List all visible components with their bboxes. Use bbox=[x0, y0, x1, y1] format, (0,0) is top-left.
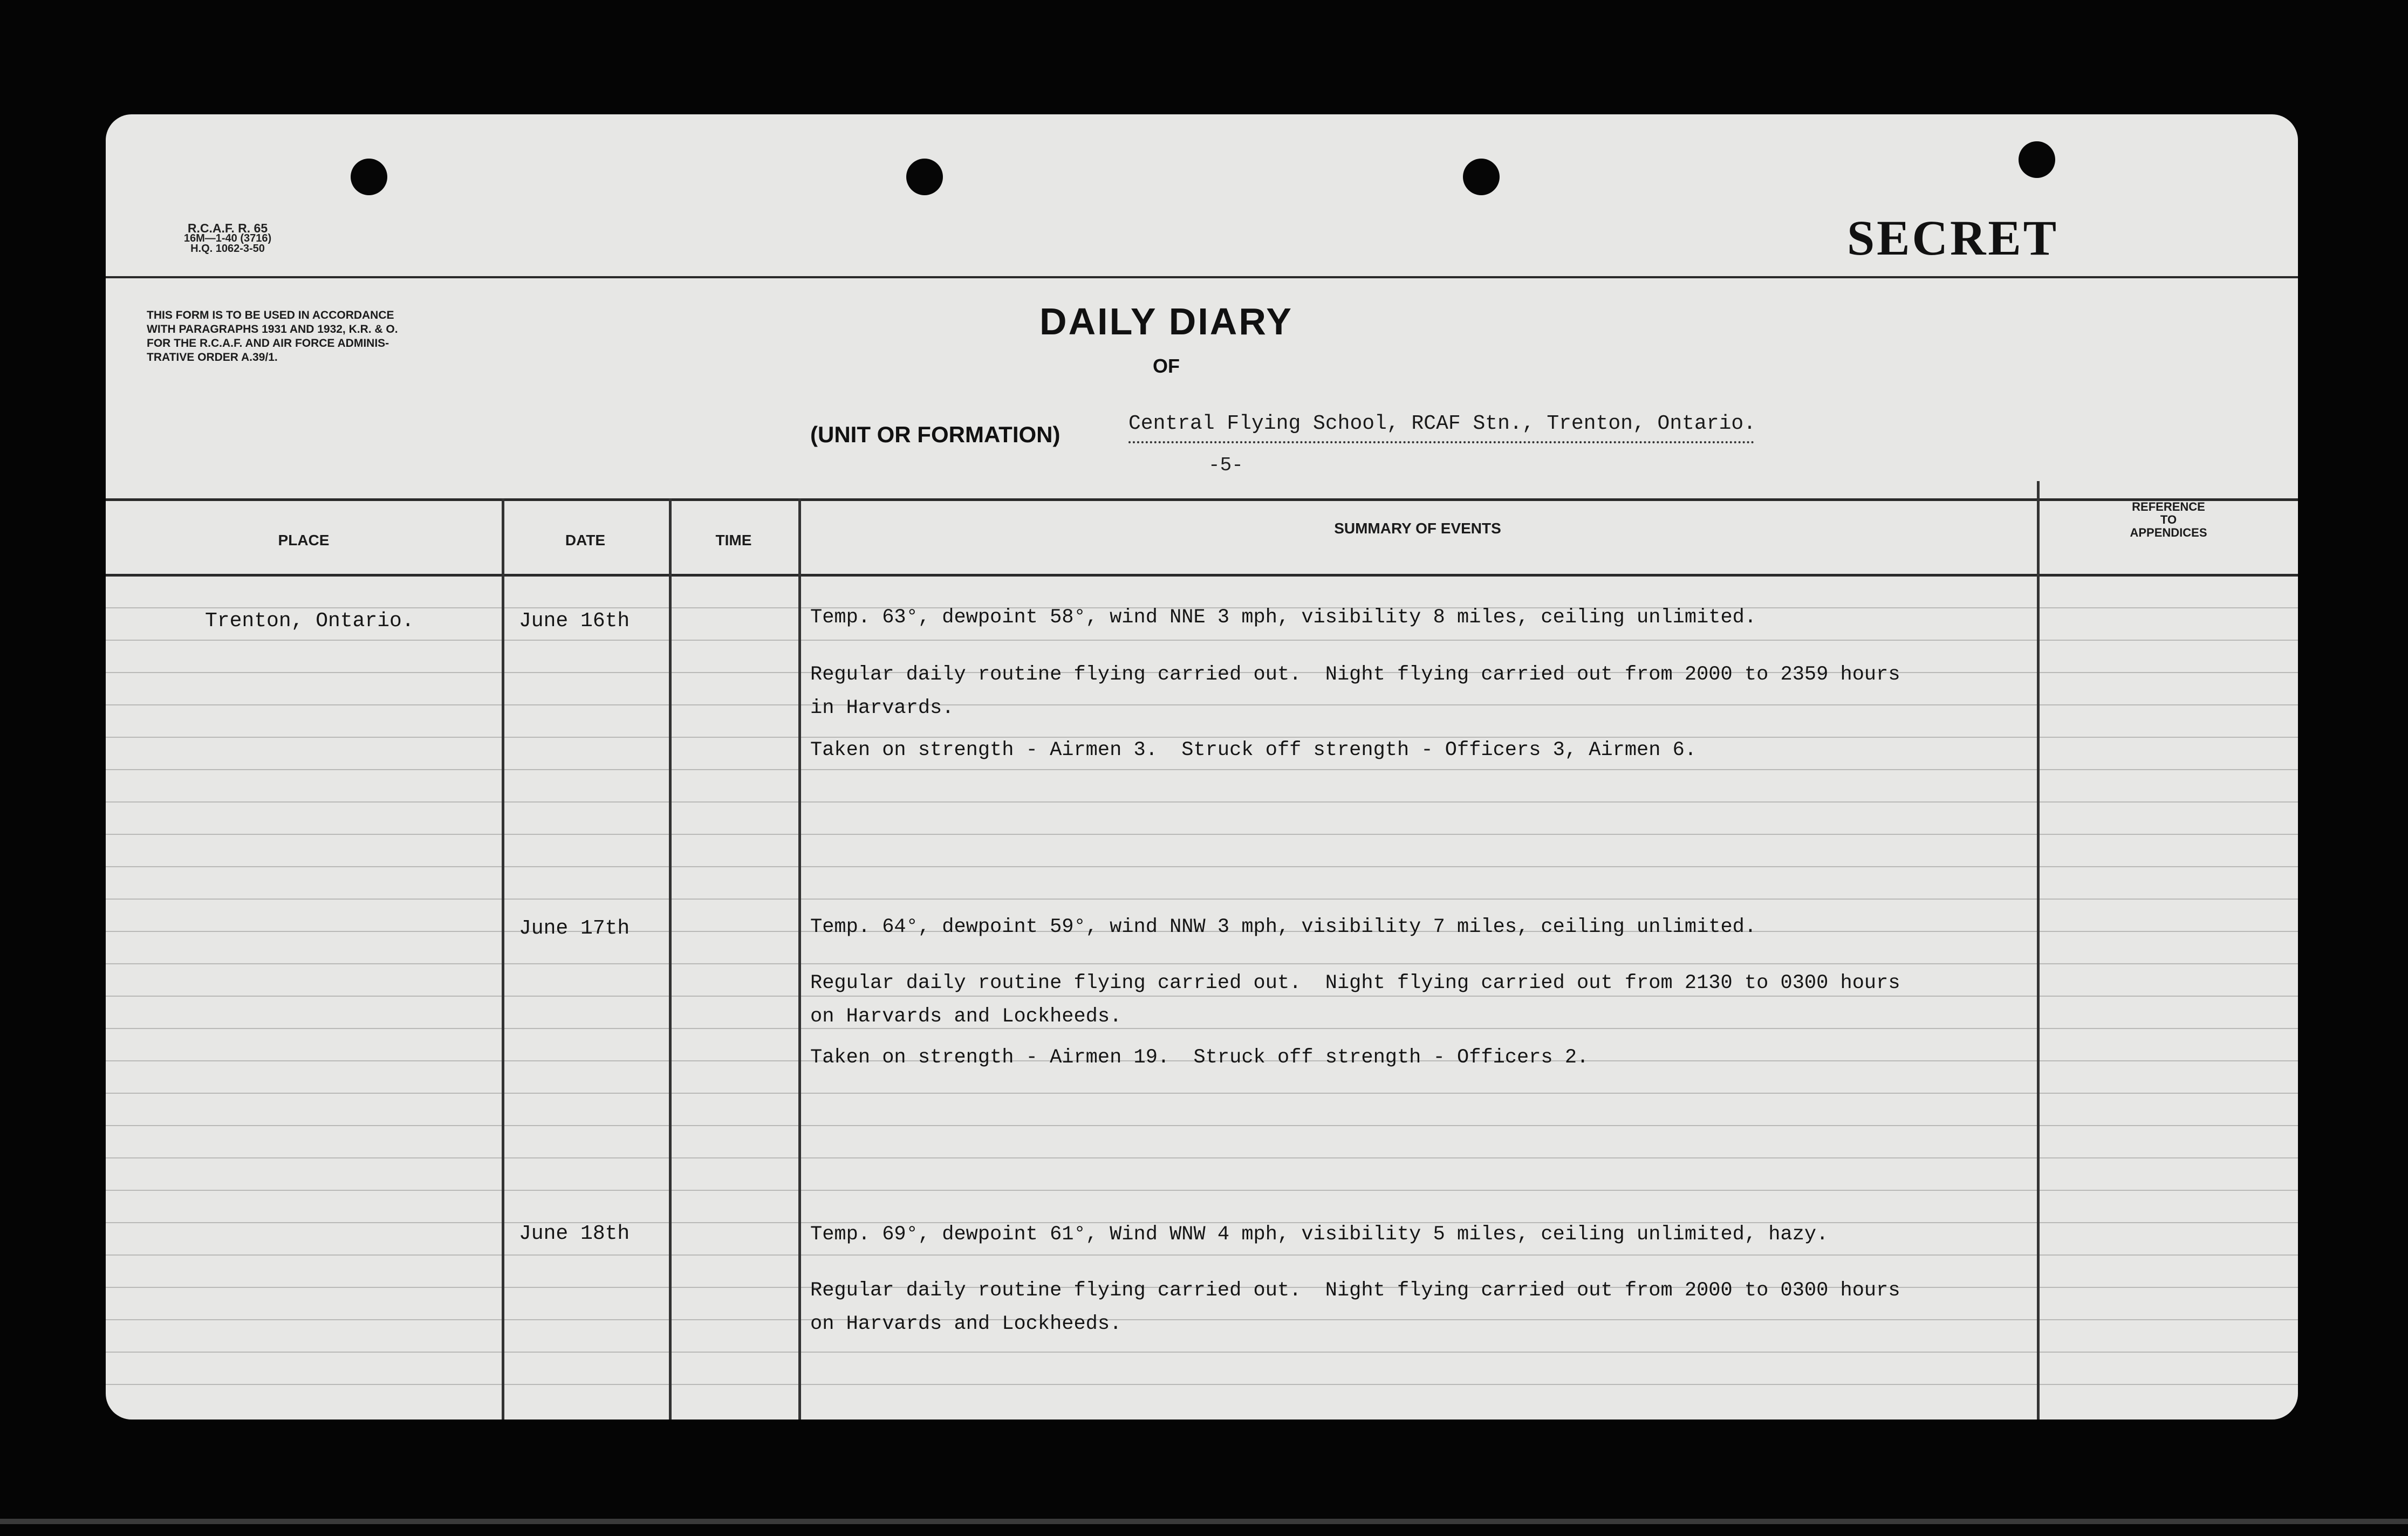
reference-line: TO bbox=[2160, 513, 2177, 526]
punch-hole bbox=[351, 159, 387, 195]
form-code-line: 16M—1-40 (3716) bbox=[183, 232, 272, 244]
form-code bbox=[147, 223, 309, 254]
punch-hole bbox=[2019, 141, 2055, 178]
unit-label: (UNIT OR FORMATION) bbox=[810, 422, 1061, 447]
ruled-line bbox=[106, 866, 2298, 867]
entry-event: Regular daily routine flying carried out. Night flying carried out from 2000 to 2359 hours in Harvards. bbox=[810, 663, 1900, 719]
diary-sheet bbox=[106, 114, 2298, 1420]
ruled-line bbox=[106, 1352, 2298, 1353]
ruled-line bbox=[106, 801, 2298, 803]
reference-line: APPENDICES bbox=[2130, 526, 2207, 539]
unit-dotted-line bbox=[1128, 441, 1754, 443]
column-header-place: PLACE bbox=[278, 532, 330, 548]
column-header-reference bbox=[2039, 500, 2298, 539]
unit-value: Central Flying School, RCAF Stn., Trenton, Ontario. bbox=[1128, 412, 1756, 435]
ruled-line bbox=[106, 1157, 2298, 1158]
entry-event: Taken on strength - Airmen 19. Struck off strength - Officers 2. bbox=[810, 1046, 1589, 1069]
header-rule bbox=[106, 276, 2298, 278]
entry-event: Temp. 63°, dewpoint 58°, wind NNE 3 mph, visibility 8 miles, ceiling unlimited. bbox=[810, 606, 1757, 629]
form-code-line: H.Q. 1062-3-50 bbox=[190, 243, 265, 255]
ruled-line bbox=[106, 1254, 2298, 1256]
column-header-time: TIME bbox=[715, 532, 752, 548]
form-code-line: R.C.A.F. R. 65 bbox=[187, 221, 268, 235]
entry-place: Trenton, Ontario. bbox=[205, 609, 414, 633]
page-title: DAILY DIARY bbox=[1039, 300, 1293, 342]
column-divider bbox=[502, 498, 504, 1420]
table-top-rule bbox=[106, 498, 2298, 501]
page-number: -5- bbox=[1208, 454, 1243, 476]
table-header-rule bbox=[106, 574, 2298, 577]
ruled-line bbox=[106, 1384, 2298, 1385]
punch-hole bbox=[906, 159, 943, 195]
entry-event: Taken on strength - Airmen 3. Struck off strength - Officers 3, Airmen 6. bbox=[810, 739, 1697, 762]
notice-line: TRATIVE ORDER A.39/1. bbox=[147, 351, 278, 364]
ruled-line bbox=[106, 963, 2298, 964]
ruled-line bbox=[106, 640, 2298, 641]
column-divider bbox=[2037, 481, 2040, 1420]
frame-edge bbox=[0, 1519, 2408, 1524]
notice-line: WITH PARAGRAPHS 1931 AND 1932, K.R. & O. bbox=[147, 323, 398, 335]
notice-line: THIS FORM IS TO BE USED IN ACCORDANCE bbox=[147, 309, 394, 321]
entry-event: Regular daily routine flying carried out. Night flying carried out from 2130 to 0300 hours on Harvards and Lockheeds. bbox=[810, 972, 1900, 1028]
column-divider bbox=[669, 498, 672, 1420]
ruled-line bbox=[106, 1125, 2298, 1126]
ruled-line bbox=[106, 1190, 2298, 1191]
column-header-date: DATE bbox=[565, 532, 606, 548]
ruled-line bbox=[106, 834, 2298, 835]
entry-date: June 17th bbox=[519, 917, 630, 940]
ruled-line bbox=[106, 899, 2298, 900]
punch-hole bbox=[1463, 159, 1500, 195]
ruled-line bbox=[106, 769, 2298, 770]
reference-line: REFERENCE bbox=[2132, 500, 2205, 513]
entry-date: June 16th bbox=[519, 609, 630, 633]
column-header-summary: SUMMARY OF EVENTS bbox=[1334, 520, 1501, 537]
column-divider bbox=[798, 498, 801, 1420]
form-notice bbox=[147, 308, 557, 365]
entry-event: Temp. 69°, dewpoint 61°, Wind WNW 4 mph, visibility 5 miles, ceiling unlimited, hazy. bbox=[810, 1223, 1829, 1246]
notice-line: FOR THE R.C.A.F. AND AIR FORCE ADMINIS- bbox=[147, 337, 389, 349]
ruled-line bbox=[106, 1093, 2298, 1094]
classification-stamp: SECRET bbox=[1847, 210, 2059, 265]
entry-event: Temp. 64°, dewpoint 59°, wind NNW 3 mph, visibility 7 miles, ceiling unlimited. bbox=[810, 916, 1757, 938]
title-of: OF bbox=[1153, 355, 1180, 377]
entry-event: Regular daily routine flying carried out. Night flying carried out from 2000 to 0300 hours on Harvards and Lockheeds. bbox=[810, 1279, 1900, 1335]
entry-date: June 18th bbox=[519, 1222, 630, 1245]
